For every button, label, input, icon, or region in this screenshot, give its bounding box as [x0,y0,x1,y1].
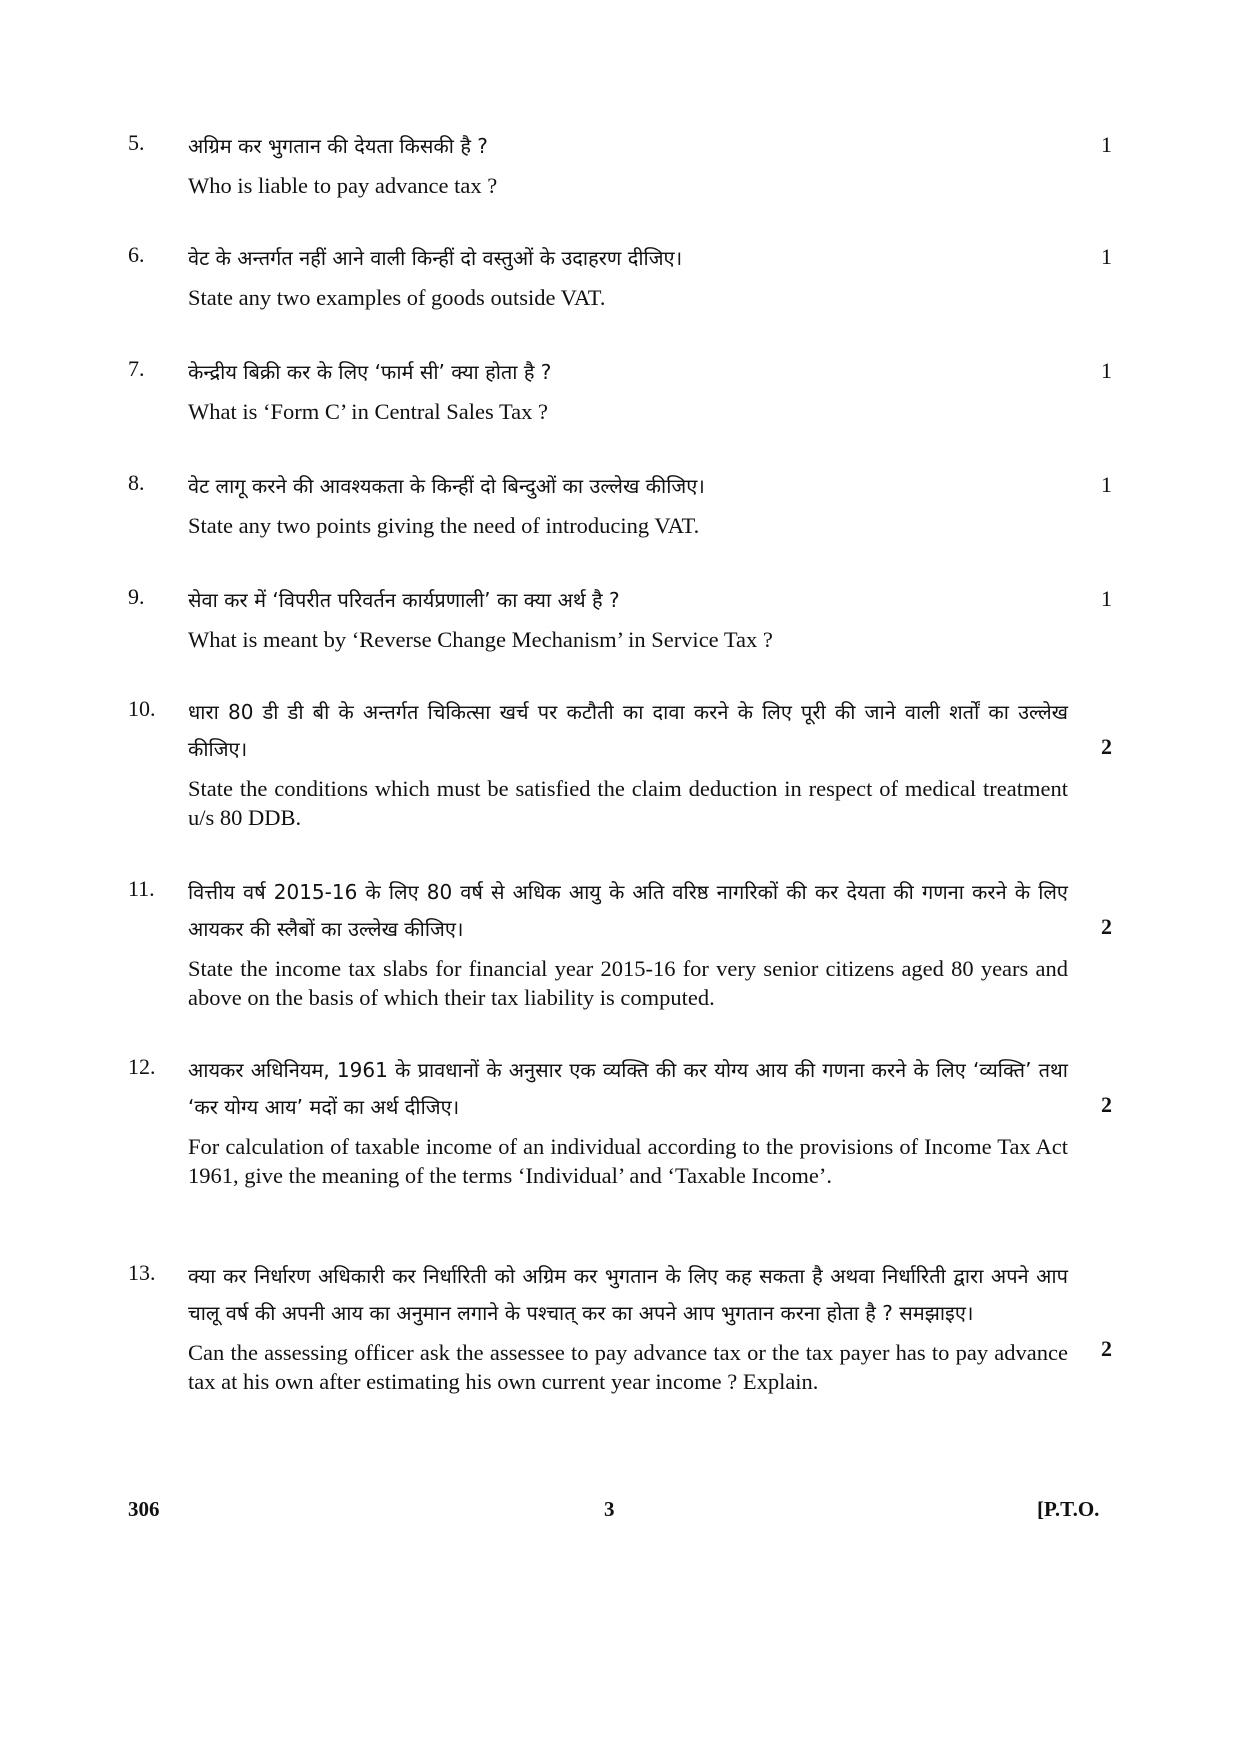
question-english-text: Who is liable to pay advance tax ? [188,173,498,198]
question-number: 10. [128,696,156,721]
question-marks: 2 [1101,1092,1112,1117]
question-english-text: What is meant by ‘Reverse Change Mechanism’ in Service Tax ? [188,627,773,652]
question-marks: 2 [1101,914,1112,939]
question-number: 12. [128,1054,156,1079]
question-marks: 1 [1101,358,1112,383]
please-turn-over: [P.T.O. [1037,1497,1100,1521]
question-marks: 1 [1101,132,1112,157]
question-hindi-text: सेवा कर में ‘विपरीत परिवर्तन कार्यप्रणाली’ का क्या अर्थ है ? [188,588,620,612]
question-english-text: What is ‘Form C’ in Central Sales Tax ? [188,399,549,424]
question-number: 5. [128,130,145,155]
question-body [188,694,1068,832]
question-marks: 1 [1101,472,1112,497]
question-body [188,128,1068,200]
question-body [188,468,1068,540]
question-number: 8. [128,470,145,495]
question-english-text: State any two examples of goods outside VAT. [188,285,606,310]
question-marks: 2 [1101,1336,1112,1361]
question-marks: 1 [1101,586,1112,611]
question-hindi-text: केन्द्रीय बिक्री कर के लिए ‘फार्म सी’ क्या होता है ? [188,360,552,384]
question-english-text: Can the assessing officer ask the assessee to pay advance tax or the tax payer has to pay advance tax at his own after estimating his own current year income ? Explain. [188,1340,1068,1394]
question-body [188,874,1068,1012]
question-hindi-text: आयकर अधिनियम, 1961 के प्रावधानों के अनुसार एक व्यक्ति की कर योग्य आय की गणना करने के लिए ‘व्यक्ति’ तथा ‘कर योग्य आय’ मदों का अर्थ दीजिए। [188,1058,1068,1119]
question-number: 13. [128,1260,156,1285]
question-body [188,582,1068,654]
question-hindi-text: वित्तीय वर्ष 2015-16 के लिए 80 वर्ष से अधिक आयु के अति वरिष्ठ नागरिकों की कर देयता की गणना करने के लिए आयकर की स्लैबों का उल्लेख कीजिए। [188,880,1068,941]
question-hindi-text: अग्रिम कर भुगतान की देयता किसकी है ? [188,134,488,158]
question-number: 7. [128,356,145,381]
question-body [188,240,1068,312]
question-english-text: State any two points giving the need of introducing VAT. [188,513,700,538]
question-marks: 2 [1101,734,1112,759]
question-hindi-text: वेट लागू करने की आवश्यकता के किन्हीं दो बिन्दुओं का उल्लेख कीजिए। [188,474,705,498]
question-hindi-text: धारा 80 डी डी बी के अन्तर्गत चिकित्सा खर्च पर कटौती का दावा करने के लिए पूरी की जाने वाली शर्तों का उल्लेख कीजिए। [188,700,1068,761]
paper-code: 306 [128,1497,160,1521]
question-body [188,1258,1068,1396]
question-english-text: For calculation of taxable income of an individual according to the provisions of Income Tax Act 1961, give the meaning of the terms ‘Individual’ and ‘Taxable Income’. [188,1134,1068,1188]
question-english-text: State the income tax slabs for financial year 2015-16 for very senior citizens aged 80 years and above on the basis of which their tax liability is computed. [188,956,1068,1010]
question-number: 11. [128,876,155,901]
page-number: 3 [604,1497,615,1521]
question-english-text: State the conditions which must be satisfied the claim deduction in respect of medical treatment u/s 80 DDB. [188,776,1068,830]
question-hindi-text: क्या कर निर्धारण अधिकारी कर निर्धारिती को अग्रिम कर भुगतान के लिए कह सकता है अथवा निर्धारिती द्वारा अपने आप चालू वर्ष की अपनी आय का अनुमान लगाने के पश्चात् कर का अपने आप भुगतान करना होता है ? समझाइए। [188,1264,1068,1325]
question-number: 6. [128,242,145,267]
question-number: 9. [128,584,145,609]
question-hindi-text: वेट के अन्तर्गत नहीं आने वाली किन्हीं दो वस्तुओं के उदाहरण दीजिए। [188,246,683,270]
question-body [188,1052,1068,1190]
question-body [188,354,1068,426]
question-marks: 1 [1101,244,1112,269]
